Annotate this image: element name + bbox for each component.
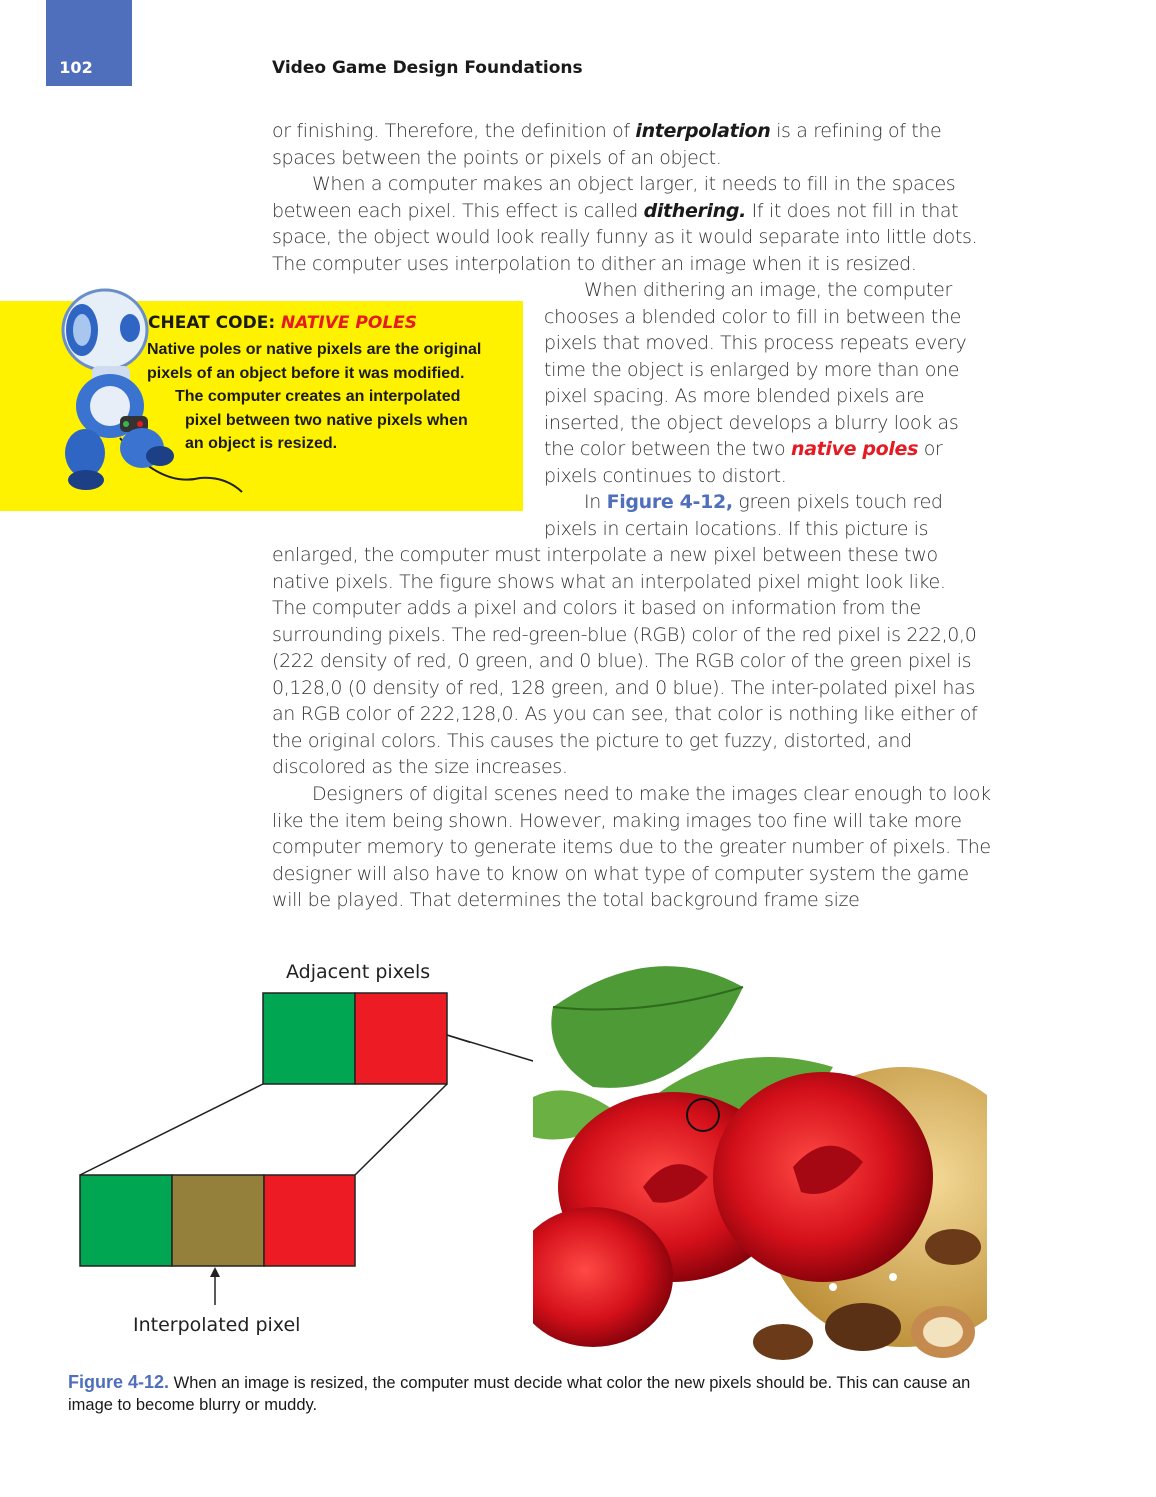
paragraph-4-wide: enlarged, the computer must interpolate a new pixel between these two native pixels. The figure shows what an interpolated pixel might look like. The computer adds a pixel and colors it based on information from the surrounding pixels. The red-green-blue (RGB) color of the red pixel is 222,0,0 (222 density of red, 0 green, and 0 blue). The RGB color of the green pixel is 0,128,0 (0 density of red, 128 green, and 0 blue). The inter-polated pixel has an RGB color of 222,128,0. As you can see, that color is nothing like either of the original colors. This causes the picture to get fuzzy, distorted, and discolored as the size increases. [272,544,978,778]
adjacent-green-pixel [263,993,355,1084]
paragraph-4-narrow: In Figure 4-12, green pixels touch red pixels in certain locations. If this picture is [544,491,943,540]
interpolated-row-green-pixel [80,1175,172,1266]
figure-caption: Figure 4-12. When an image is resized, the computer must decide what color the new pixels should be. This can cause an image to become blurry or muddy. [68,1372,971,1414]
term-native-poles: native poles [791,438,919,460]
cheat-code-text: Native poles or native pixels are the original pixels of an object before it was modified. The computer creates an interpolated pixel between two native pixels when an object is resized. [147,341,482,452]
figure-reference: Figure 4-12, [606,491,733,513]
adjacent-red-pixel [355,993,447,1084]
paragraph-5: Designers of digital scenes need to make the images clear enough to look like the item being shown. However, making images too fine will take more computer memory to generate items due to the greater number of pixels. The designer will also have to know on what type of computer system the game will be played. That determines the total background frame size [272,783,991,911]
caption-label: Figure 4-12. [68,1372,170,1392]
cheat-code-title: CHEAT CODE: NATIVE POLES [148,313,418,333]
label-adjacent-pixels: Adjacent pixels [286,961,431,983]
book-title: Video Game Design Foundations [272,58,583,78]
interpolated-row-red-pixel [264,1175,355,1266]
term-dithering: dithering. [643,199,746,222]
interpolated-pixel [172,1175,264,1266]
term-interpolation: interpolation [635,120,771,142]
roses-photo [533,947,987,1361]
pixel-diagram [70,985,470,1315]
paragraph-3: When dithering an image, the computer chooses a blended color to fill in between the pixels that moved. This process repeats every time the object is enlarged by more than one pixel spacing. As more blended pixels are inserted, the object develops a blurry look as the color between the two native poles or pixels continues to distort. [544,279,967,487]
label-interpolated-pixel: Interpolated pixel [133,1314,301,1336]
paragraph-1: or finishing. Therefore, the definition of interpolation is a refining of the spaces between the points or pixels of an object. [272,120,942,169]
paragraph-2: When a computer makes an object larger, it needs to fill in the spaces between each pixel. This effect is called dithering. If it does not fill in that space, the object would look really funny as it would separate into little dots. The computer uses interpolation to dither an image when it is resized. [272,173,978,275]
page-number: 102 [59,58,93,77]
